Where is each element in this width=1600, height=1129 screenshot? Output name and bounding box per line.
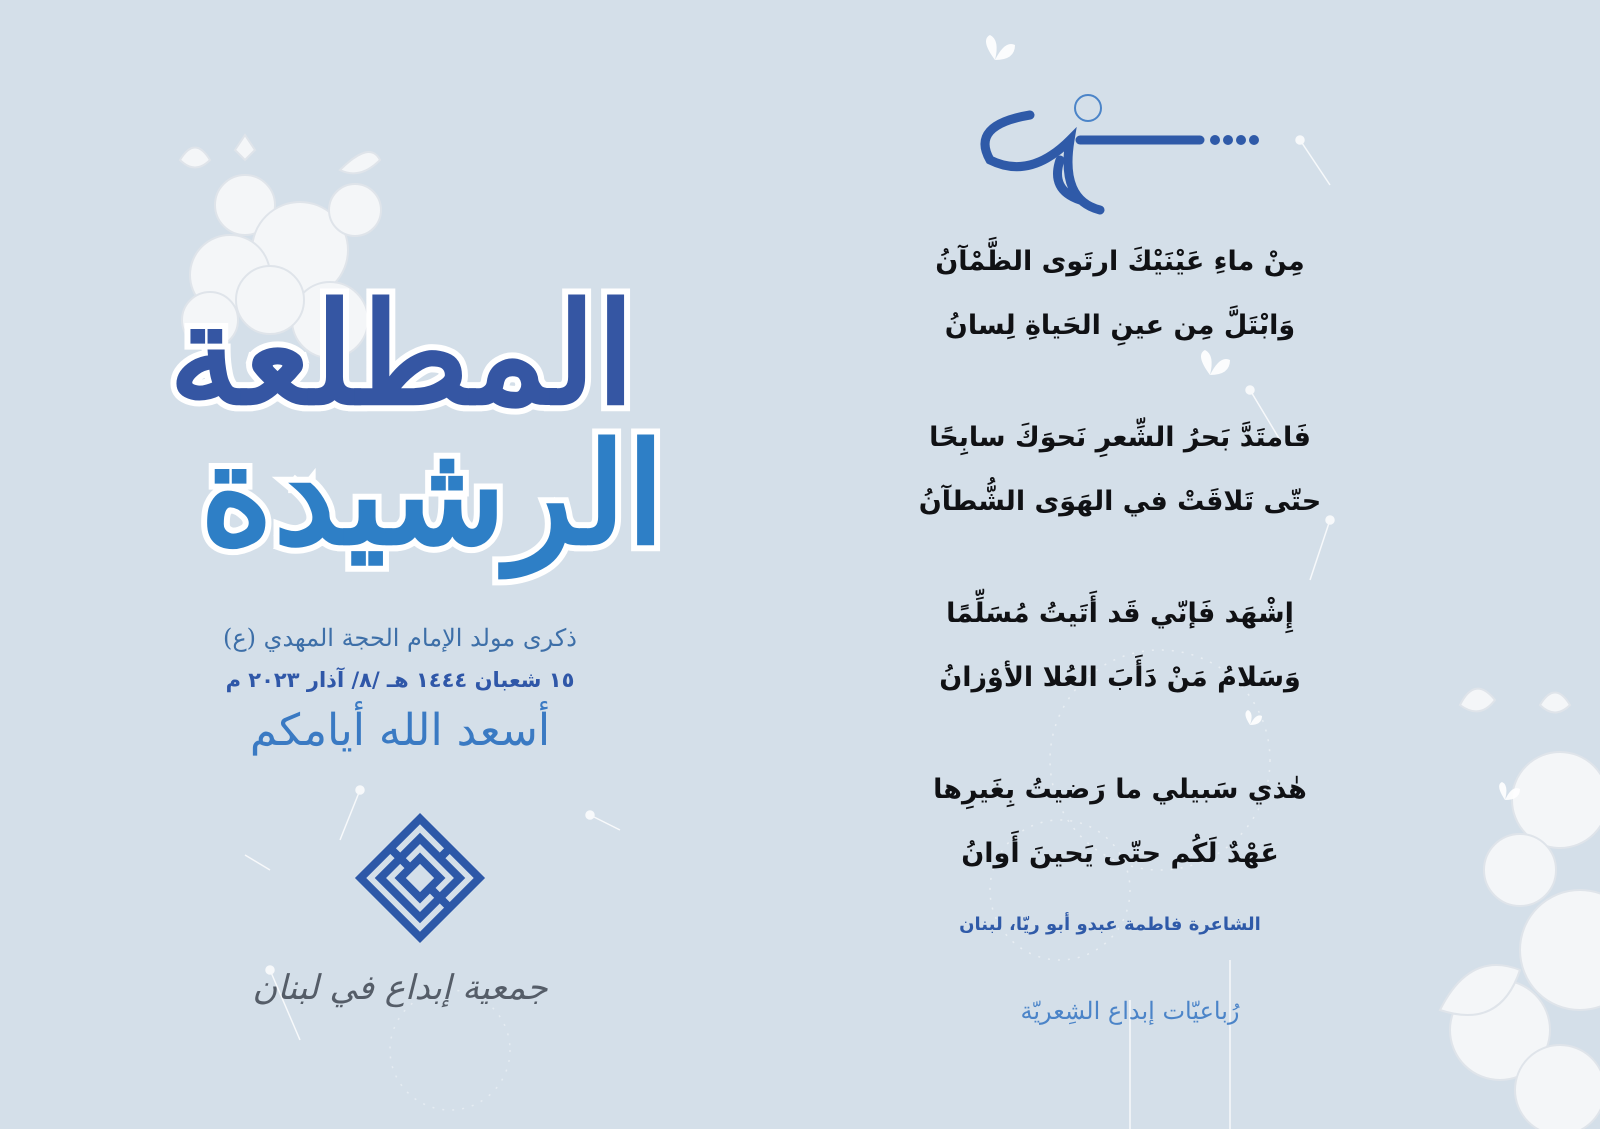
title-line-1: المطلعة (168, 273, 635, 437)
greeting-calligraphy: أسعد الله أيامكم (249, 705, 551, 756)
poem-line: وَسَلامُ مَنْ دَأَبَ العُلا الأوْزانُ (939, 662, 1301, 693)
poet-credit: الشاعرة فاطمة عبدو أبو ريّا، لبنان (959, 914, 1261, 935)
poem-line: مِنْ ماءِ عَيْنَيْكَ ارتَوى الظَّمْآنُ (935, 246, 1305, 277)
small-seal-icon (1075, 95, 1101, 121)
kufic-logo-icon (361, 819, 480, 938)
mahdi-calligraphy-icon (985, 115, 1200, 210)
dots-icon (1210, 135, 1259, 145)
poem (900, 230, 1340, 886)
poem-line: حتّى تَلاقَتْ في الهَوَى الشُّطآنُ (918, 486, 1322, 517)
association-signature: جمعية إبداع في لبنان (252, 968, 548, 1008)
poem-line: عَهْدٌ لَكُم حتّى يَحينَ أَوانُ (961, 838, 1279, 869)
flower-cluster-icon (1440, 689, 1600, 1129)
series-title: رُباعيّات إبداع الشِعريّة (1020, 997, 1240, 1025)
poem-line: وَابْتَلَّ مِن عينِ الحَياةِ لِسانُ (944, 310, 1296, 341)
poem-line: إِشْهَد فَإنّي قَد أَتَيتُ مُسَلِّمًا (946, 598, 1294, 629)
poem-line: فَامتَدَّ بَحرُ الشِّعرِ نَحوَكَ سابِحًا (929, 422, 1311, 453)
title-calligraphy (168, 245, 665, 610)
poem-line: هٰذي سَبيلي ما رَضيتُ بِغَيرِها (933, 774, 1307, 805)
date-text: ١٥ شعبان ١٤٤٤ هـ /٨/ آذار ٢٠٢٣ م (225, 668, 575, 692)
occasion-text: ذكرى مولد الإمام الحجة المهدي (ع) (222, 624, 577, 652)
title-line-2: الرشيدة (199, 413, 665, 577)
